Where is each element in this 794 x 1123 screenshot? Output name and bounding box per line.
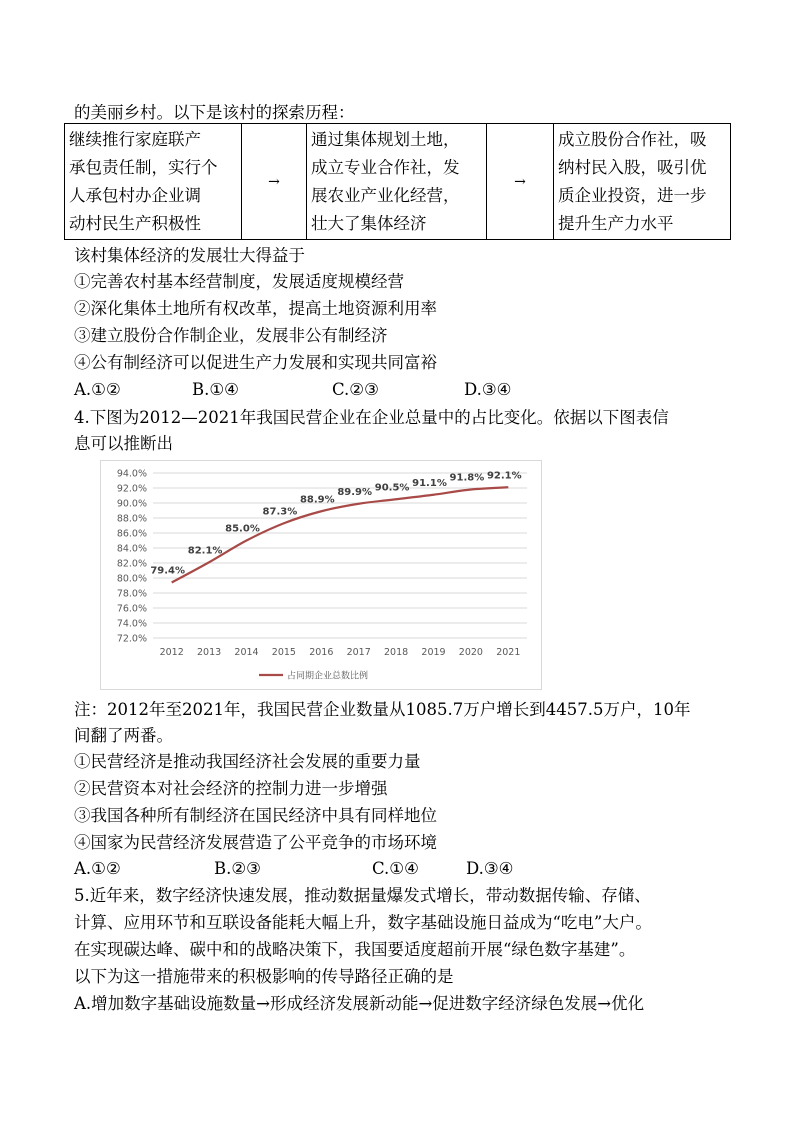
flow-step-1: 继续推行家庭联产 承包责任制，实行个 人承包村办企业调 动村民生产积极性 (65, 124, 242, 240)
y-tick-label: 82.0% (116, 558, 147, 570)
q4-note-line-2: 间翻了两番。 (74, 726, 173, 745)
q3-item-4: ④公有制经济可以促进生产力发展和实现共同富裕 (74, 353, 437, 372)
data-label: 91.8% (449, 472, 485, 484)
x-tick-label: 2018 (384, 647, 409, 658)
y-tick-label: 84.0% (116, 543, 147, 555)
y-tick-label: 94.0% (116, 468, 147, 480)
data-label: 92.1% (486, 470, 522, 482)
q4-item-1: ①民营经济是推动我国经济社会发展的重要力量 (74, 752, 421, 771)
y-tick-label: 74.0% (116, 618, 147, 630)
y-tick-label: 76.0% (116, 603, 147, 615)
y-tick-label: 86.0% (116, 528, 147, 540)
q5-line-4: 以下为这一措施带来的积极影响的传导路径正确的是 (74, 967, 454, 986)
q3-option-a[interactable]: A.①② (74, 380, 121, 399)
q4-stem-line-2: 息可以推断出 (74, 434, 173, 453)
q3-item-2: ②深化集体土地所有权改革，提高土地资源利用率 (74, 299, 437, 318)
q4-options (74, 859, 513, 879)
series-line (172, 487, 509, 582)
q3-stem: 该村集体经济的发展壮大得益于 (74, 246, 305, 265)
data-label: 91.1% (412, 477, 447, 489)
q3-item-3: ③建立股份合作制企业，发展非公有制经济 (74, 326, 388, 345)
y-tick-label: 78.0% (116, 588, 147, 600)
intro-line: 的美丽乡村。以下是该村的探索历程： (74, 103, 355, 122)
q5-line-1: 5.近年来，数字经济快速发展，推动数据量爆发式增长，带动数据传输、存储、 (74, 886, 651, 905)
x-tick-label: 2015 (271, 647, 296, 658)
flow-arrow-2: → (487, 124, 554, 240)
q4-stem-line-1: 4.下图为2012—2021年我国民营企业在企业总量中的占比变化。依据以下图表信 (74, 408, 669, 427)
y-tick-label: 92.0% (116, 483, 147, 495)
line-chart-svg (101, 461, 541, 689)
x-tick-label: 2013 (197, 647, 222, 658)
data-label: 89.9% (337, 486, 373, 498)
x-tick-label: 2019 (421, 647, 446, 658)
y-tick-label: 90.0% (116, 498, 147, 510)
exploration-flow-table (64, 123, 731, 240)
x-tick-label: 2012 (159, 647, 184, 658)
y-tick-label: 88.0% (116, 513, 147, 525)
data-label: 90.5% (374, 482, 410, 494)
data-label: 88.9% (299, 494, 335, 506)
data-label: 85.0% (225, 523, 260, 535)
q3-option-d[interactable]: D.③④ (464, 380, 512, 399)
q4-item-3: ③我国各种所有制经济在国民经济中具有同样地位 (74, 806, 437, 825)
x-tick-label: 2014 (234, 647, 259, 658)
x-tick-label: 2017 (346, 647, 371, 658)
x-tick-label: 2021 (496, 647, 521, 658)
q3-item-1: ①完善农村基本经营制度，发展适度规模经营 (74, 272, 404, 291)
q4-item-4: ④国家为民营经济发展营造了公平竞争的市场环境 (74, 833, 437, 852)
q3-options (74, 380, 511, 400)
q4-option-d[interactable]: D.③④ (466, 859, 514, 878)
q5-line-3: 在实现碳达峰、碳中和的战略决策下，我国要适度超前开展“绿色数字基建”。 (74, 940, 636, 959)
q4-option-a[interactable]: A.①② (74, 859, 121, 878)
x-tick-label: 2020 (458, 647, 483, 658)
q3-option-b[interactable]: B.①④ (192, 380, 239, 399)
y-tick-label: 80.0% (116, 573, 147, 585)
legend-label: 占同期企业总数比例 (287, 671, 369, 682)
q5-line-2: 计算、应用环节和互联设备能耗大幅上升，数字基础设施日益成为“吃电”大户。 (74, 913, 652, 932)
private-enterprise-share-chart (100, 460, 542, 690)
q5-option-a[interactable]: A.增加数字基础设施数量→形成经济发展新动能→促进数字经济绿色发展→优化 (74, 994, 645, 1013)
flow-step-2: 通过集体规划土地， 成立专业合作社，发 展农业产业化经营， 壮大了集体经济 (307, 124, 487, 240)
q4-option-b[interactable]: B.②③ (214, 859, 261, 878)
flow-arrow-1: → (242, 124, 307, 240)
q4-item-2: ②民营资本对社会经济的控制力进一步增强 (74, 779, 388, 798)
data-label: 79.4% (150, 565, 186, 577)
y-tick-label: 72.0% (116, 633, 147, 645)
flow-step-3: 成立股份合作社，吸 纳村民入股，吸引优 质企业投资，进一步 提升生产力水平 (554, 124, 731, 240)
q3-option-c[interactable]: C.②③ (332, 380, 379, 399)
data-label: 87.3% (262, 506, 298, 518)
q4-note-line-1: 注：2012年至2021年，我国民营企业数量从1085.7万户增长到4457.5万户，10年 (74, 700, 691, 719)
x-tick-label: 2016 (309, 647, 334, 658)
data-label: 82.1% (187, 545, 223, 557)
q4-option-c[interactable]: C.①④ (372, 859, 419, 878)
